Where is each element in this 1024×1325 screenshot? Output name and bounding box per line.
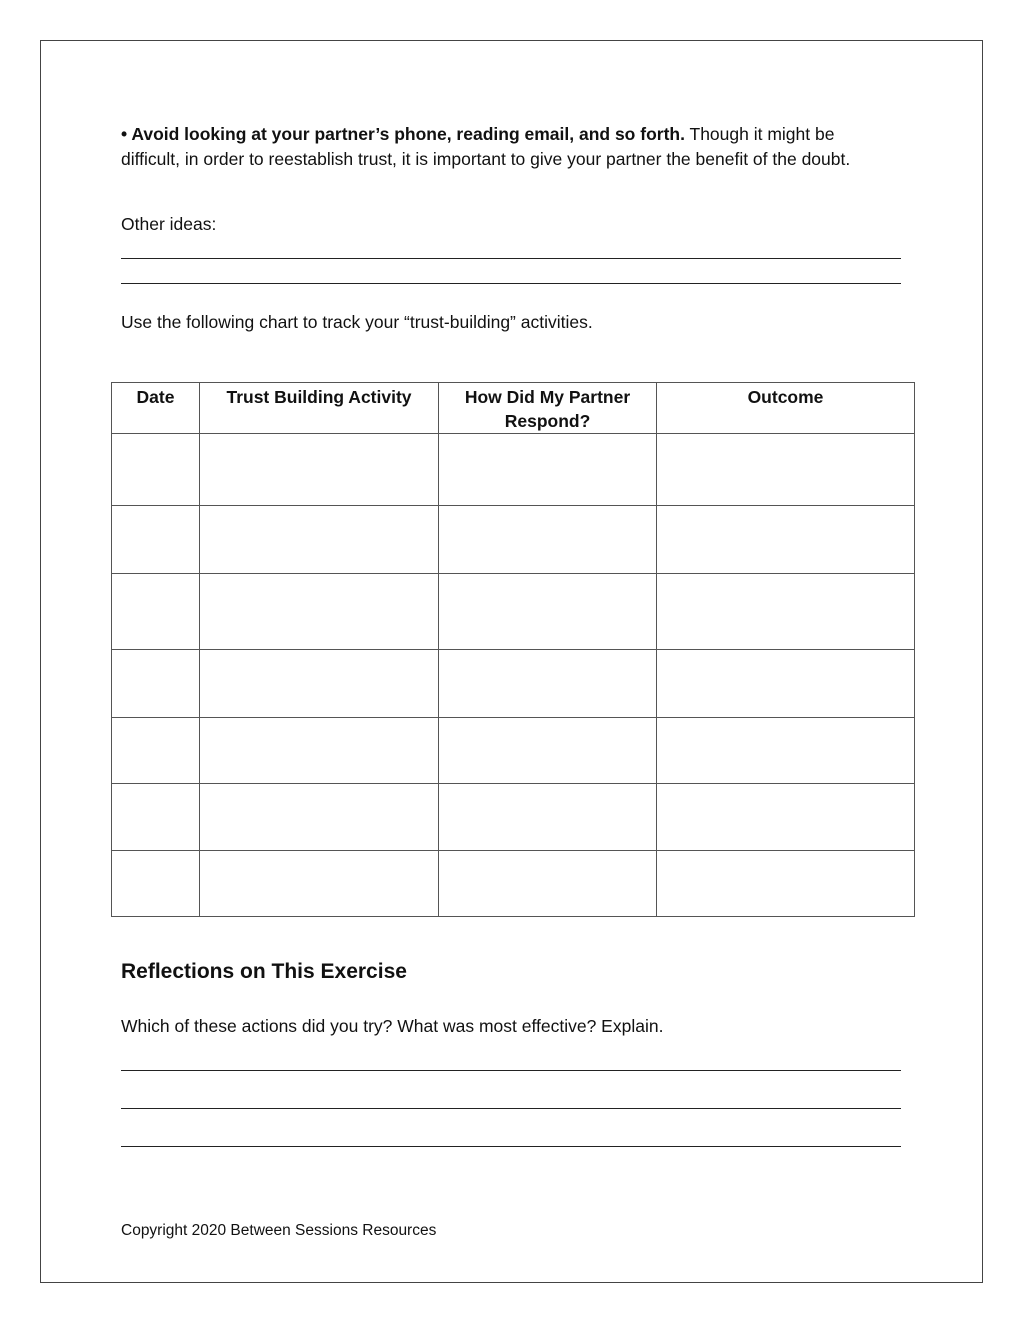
table-header-row [112,383,915,434]
cell-outcome[interactable] [657,434,915,506]
reflections-question: Which of these actions did you try? What was most effective? Explain. [121,1016,664,1036]
table-row [112,650,915,718]
cell-activity[interactable] [200,574,439,650]
table-row [112,574,915,650]
table-row [112,851,915,917]
cell-outcome[interactable] [657,506,915,574]
reflections-heading: Reflections on This Exercise [121,960,407,983]
cell-activity[interactable] [200,506,439,574]
cell-activity[interactable] [200,434,439,506]
cell-date[interactable] [112,506,200,574]
table-row [112,506,915,574]
other-ideas-line-1[interactable] [121,258,901,259]
reflection-answer-line-1[interactable] [121,1070,901,1071]
cell-outcome[interactable] [657,718,915,784]
cell-partner-response[interactable] [439,784,657,851]
cell-outcome[interactable] [657,650,915,718]
cell-partner-response[interactable] [439,574,657,650]
other-ideas-label: Other ideas: [121,214,217,234]
bullet-paragraph [121,122,891,172]
cell-activity[interactable] [200,650,439,718]
cell-date[interactable] [112,718,200,784]
chart-intro: Use the following chart to track your “trust-building” activities. [121,312,593,332]
cell-activity[interactable] [200,784,439,851]
cell-outcome[interactable] [657,574,915,650]
header-date: Date [112,383,200,434]
trust-tracking-table [111,382,915,917]
cell-date[interactable] [112,650,200,718]
cell-activity[interactable] [200,718,439,784]
reflection-answer-line-3[interactable] [121,1146,901,1147]
cell-partner-response[interactable] [439,718,657,784]
cell-date[interactable] [112,784,200,851]
cell-partner-response[interactable] [439,851,657,917]
cell-outcome[interactable] [657,851,915,917]
cell-date[interactable] [112,574,200,650]
header-partner-response: How Did My Partner Respond? [439,383,657,434]
bullet-lead: Avoid looking at your partner’s phone, reading email, and so forth. [131,124,685,144]
header-outcome: Outcome [657,383,915,434]
table-row [112,784,915,851]
header-activity: Trust Building Activity [200,383,439,434]
table-row [112,718,915,784]
other-ideas-line-2[interactable] [121,283,901,284]
copyright-footer: Copyright 2020 Between Sessions Resources [121,1222,437,1239]
cell-partner-response[interactable] [439,506,657,574]
cell-partner-response[interactable] [439,434,657,506]
bullet-body: Though it might be difficult, in order to reestablish trust, it is important to give your partner the benefit of the doubt. [121,124,851,169]
cell-outcome[interactable] [657,784,915,851]
table-row [112,434,915,506]
reflection-answer-line-2[interactable] [121,1108,901,1109]
cell-partner-response[interactable] [439,650,657,718]
cell-date[interactable] [112,851,200,917]
cell-date[interactable] [112,434,200,506]
bullet-symbol: • [121,124,128,144]
cell-activity[interactable] [200,851,439,917]
